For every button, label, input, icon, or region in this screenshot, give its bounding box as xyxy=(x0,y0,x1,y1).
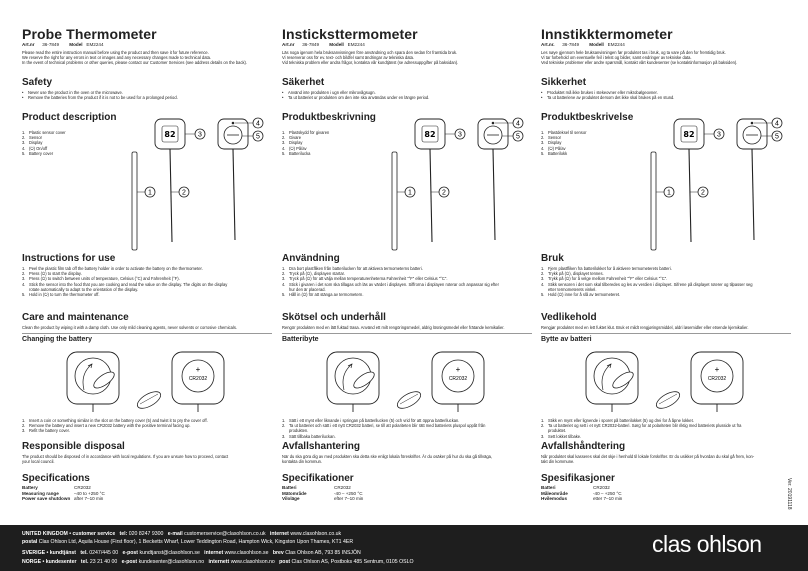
sensor-probe xyxy=(170,149,172,242)
list-item: 3. Display xyxy=(541,140,562,146)
list-item: 2. Ta ut batteriet og sett i et nytt CR2032-batteri. Sørg for at polariteten blir riktig med batteriets plusside ut fra xyxy=(541,423,742,429)
removed-cover xyxy=(395,388,424,411)
safety-list xyxy=(541,90,793,100)
spec-row: Batteri CR2032 xyxy=(541,485,610,490)
text-line: your local council. xyxy=(22,459,55,464)
column-english xyxy=(22,0,280,525)
battery-change-list xyxy=(22,418,274,434)
instructions-heading: Användning xyxy=(282,253,340,264)
display-digits: 82 xyxy=(683,130,695,139)
battery-label: CR2032 xyxy=(707,376,727,382)
callout-4: 4 xyxy=(775,120,779,128)
manual-title: Insticksttermometer xyxy=(282,26,418,42)
sensor-probe-back xyxy=(752,149,754,240)
list-item: 1. Plastic sensor cover xyxy=(22,130,66,135)
callout-4: 4 xyxy=(256,120,260,128)
list-item: 1. Insert a coin or something similar in the slot on the battery cover (5) and twist it to pry the cover off. xyxy=(22,418,208,423)
text-line: Vi reserverar oss för ev. text- och bildfel samt ändringar av tekniska data. xyxy=(282,55,415,60)
text-line: takt din kommune. xyxy=(541,459,575,464)
care-heading: Skötsel och underhåll xyxy=(282,312,386,323)
text-line: kontakta din kommun. xyxy=(282,459,323,464)
text-line: • Produktet må ikke brukes i stekeovner eller mikrobølgeovner. xyxy=(541,90,793,95)
spec-row: Measuring range –40 to +250 °C xyxy=(22,490,105,496)
list-item: 3. Sätt tillbaka batteriluckan. xyxy=(282,433,336,439)
battery-change-list xyxy=(541,418,793,439)
manual-title: Probe Thermometer xyxy=(22,26,157,42)
text-line: • Använd inte produkten i ugn eller mikrovågsugn. xyxy=(282,90,534,95)
text-line: • Never use the product in the oven or the microwave. xyxy=(22,90,274,95)
list-item: 5. Batterilokk xyxy=(541,150,568,156)
list-item: 3. Sett lokket tilbake. xyxy=(541,433,582,439)
specifications-heading: Spesifikasjoner xyxy=(541,473,615,484)
list-item: 2. Remove the battery and insert a new CR2032 battery with the positive terminal facing up. xyxy=(22,423,191,429)
removed-cover xyxy=(654,388,683,411)
svg-text:+: + xyxy=(714,365,720,374)
sensor-cover xyxy=(132,152,137,250)
list-item: etter termometerets vinkel. xyxy=(548,286,597,292)
list-item: 3. Trykk på (⏻) for å velge mellom Fahrenheit "°F" eller Celsius "°C". xyxy=(541,276,668,282)
list-item: rotate automatically to adapt to the orientation of the display. xyxy=(29,286,139,292)
list-item: 5. Hold (⏻) inne for å slå av termometeret. xyxy=(541,292,621,298)
list-item: 3. Display xyxy=(22,140,43,146)
intro-text xyxy=(22,50,272,65)
list-item: 2. Ta ut batteriet och sätt i ett nytt CR2032 batteri, se till att polariteten blir rätt med batteriets pluspol uppåt från xyxy=(282,423,486,429)
specifications-heading: Specifications xyxy=(22,473,90,484)
specifications-table xyxy=(22,485,105,502)
instructions-list xyxy=(541,266,793,297)
text-line: The product should be disposed of in accordance with local regulations. If you are unsure how to proceed, contact xyxy=(22,454,229,459)
battery-change-heading: Batteribyte xyxy=(282,336,319,343)
sensor-probe-back xyxy=(233,149,235,240)
list-item: 3. Tryck på (⏻) för att välja mellan temperaturenheterna Fahrenheit "°F" eller Celsius "°C". xyxy=(282,276,448,282)
list-item: 5. Hold in (⏻) to turn the thermometer off. xyxy=(22,292,100,298)
list-item: 2. Press (⏻) to start the display. xyxy=(22,271,82,277)
callout-5: 5 xyxy=(775,133,779,141)
text-line: In the event of technical problems or other queries, please contact our Customer Services (see address details on the back). xyxy=(22,60,248,65)
disposal-text xyxy=(541,454,793,464)
disposal-heading: Avfallshåndtering xyxy=(541,441,626,452)
list-item: hur den är placerad. xyxy=(289,286,326,292)
callout-1: 1 xyxy=(667,189,671,197)
sensor-probe xyxy=(689,149,691,242)
callout-3: 3 xyxy=(198,131,202,139)
list-item: 1. Dra bort plastfliken från batterilucken för att aktivera termometerns batteri. xyxy=(282,266,423,271)
product-description-heading: Produktbeskrivelse xyxy=(541,112,634,123)
no-website[interactable]: www.clasohlson.no xyxy=(230,559,275,565)
text-line: Vi tar forbehold om eventuelle feil i tekst og bilder, samt endringer av tekniske data. xyxy=(541,55,692,60)
text-line: Vid tekniska problem eller andra frågor, kontakta vår kundtjänst (se adressuppgifter på baksidan). xyxy=(282,60,459,65)
care-heading: Vedlikehold xyxy=(541,312,597,323)
safety-heading: Säkerhet xyxy=(282,77,325,88)
instructions-heading: Instructions for use xyxy=(22,253,116,264)
text-line: • Remove the batteries from the product if it is not to be used for a prolonged period. xyxy=(22,95,274,100)
uk-email[interactable]: customerservice@clasohlson.co.uk xyxy=(184,531,266,537)
care-heading: Care and maintenance xyxy=(22,312,129,323)
on-off-button xyxy=(232,122,235,125)
intro-text xyxy=(282,50,532,65)
spec-row: Battery CR2032 xyxy=(22,485,91,490)
safety-heading: Safety xyxy=(22,77,53,88)
battery-change-heading: Changing the battery xyxy=(22,336,93,343)
safety-list xyxy=(282,90,534,100)
sensor-cover xyxy=(392,152,397,250)
callout-2: 2 xyxy=(182,189,186,197)
list-item: 4. Stikk sensoren i det som skal tilberedes og les av verdien i displayet. Sifrene på displayet roterer og tilpasser seg xyxy=(541,281,753,287)
specifications-heading: Specifikationer xyxy=(282,473,354,484)
spec-row: Mätområde -40 – +250 °C xyxy=(282,490,363,496)
text-line: Ved tekniske problemer eller andre spørsmål, kontakt vårt kundesenter (se kontaktinformasjon på baksiden). xyxy=(541,60,738,65)
callout-5: 5 xyxy=(256,133,260,141)
no-phone[interactable]: 23 21 40 00 xyxy=(89,559,118,565)
display-digits: 82 xyxy=(424,130,436,139)
text-line: We reserve the right for any errors in text or images and any necessary changes made to technical data. xyxy=(22,55,212,60)
removed-cover xyxy=(135,388,164,411)
specifications-table xyxy=(282,485,363,502)
list-item: 1. Plastskydd för givaren xyxy=(282,130,330,135)
spec-row: Hvilemodus etter 7–10 min xyxy=(541,496,623,502)
disposal-text xyxy=(282,454,534,464)
footer-uk: UNITED KINGDOM • customer service tel: 020 8247 9300 e-mail customerservice@clasohlson.co.uk internet www.clasohlson.co.uk xyxy=(22,531,342,537)
svg-text:+: + xyxy=(455,365,461,374)
battery-diagram xyxy=(282,346,540,414)
list-item: 3. Refit the battery cover. xyxy=(22,428,70,434)
list-item: 3. Display xyxy=(282,140,303,146)
callout-2: 2 xyxy=(701,189,705,197)
sensor-probe-back xyxy=(493,149,495,240)
specifications-table xyxy=(541,485,622,502)
list-item: 3. Press (⏻) to switch between units of temperature, Celsius (°C) and Fahrenheit (°F). xyxy=(22,276,180,282)
column-swedish xyxy=(282,0,540,525)
version-code: Ver. 20191118 xyxy=(786,478,792,510)
spec-row: Måleområde -40 – +250 °C xyxy=(541,490,622,496)
list-item: 5. Battery cover xyxy=(22,150,54,156)
display-digits: 82 xyxy=(164,130,176,139)
list-item: 1. Sätt i ett mynt eller liknande i springan på batterilucken (5) och vrid för att öppna batteriluckan. xyxy=(282,418,460,423)
text-line: Les nøye gjennom hele bruksanvisningen før produktet tas i bruk, og ta vare på den for fremtidig bruk. xyxy=(541,50,726,55)
instructions-list xyxy=(282,266,534,297)
callout-1: 1 xyxy=(148,189,152,197)
instructions-heading: Bruk xyxy=(541,253,564,264)
list-item: produkten. xyxy=(289,428,309,434)
disposal-heading: Avfallshantering xyxy=(282,441,360,452)
list-item: 4. (⏻) On/off xyxy=(22,145,48,151)
spec-row: Power save shutdown after 7–10 min xyxy=(22,496,104,502)
list-item: 2. Sensor xyxy=(22,135,42,141)
callout-4: 4 xyxy=(516,120,520,128)
on-off-button xyxy=(751,122,754,125)
on-off-button xyxy=(492,122,495,125)
sensor-probe xyxy=(430,149,432,242)
list-item: 4. (⏻) På/av xyxy=(282,145,307,151)
callout-1: 1 xyxy=(408,189,412,197)
list-item: 2. Sensor xyxy=(541,135,561,141)
no-email[interactable]: kundesenter@clasohlson.no xyxy=(138,559,205,565)
product-diagram xyxy=(541,112,799,252)
text-line: Läs noga igenom hela bruksanvisningen före användning och spara den sedan för framtida bruk. xyxy=(282,50,458,55)
list-item: 1. Stikk en mynt eller lignende i sporet på batterilokket (5) og drei for å åpne lokket. xyxy=(541,418,694,423)
spec-row: Viloläge efter 7–10 min xyxy=(282,496,364,502)
product-diagram xyxy=(22,112,280,252)
article-meta: Art.nr 36-7849 Modell EM2244 xyxy=(282,42,365,47)
callout-5: 5 xyxy=(516,133,520,141)
care-text: Clean the product by wiping it with a damp cloth. Use only mild cleaning agents, never solvents or corrosive chemicals. xyxy=(22,325,238,330)
footer-sweden: SVERIGE • kundtjänst tel. 0247/445 00 e-post kundtjanst@clasohlson.se internet www.clasohlson.se brev Clas Ohlson AB, 793 85 INSJÖN xyxy=(22,550,361,556)
battery-label: CR2032 xyxy=(188,376,208,382)
list-item: 2. Tryck på (⏻), displayen startar. xyxy=(282,271,345,277)
list-item: 1. Plastdeksel til sensor xyxy=(541,130,587,135)
list-item: 1. Fjern plastfliken fra batterilokket for å aktivere termometerets batteri. xyxy=(541,266,672,271)
spec-row: Batteri CR2032 xyxy=(282,485,351,490)
list-item: 2. Givare xyxy=(282,135,302,141)
list-item: 2. Trykk på (⏻), displayet tennes. xyxy=(541,271,604,277)
list-item: 1. Peel the plastic film tab off the battery holder in order to activate the battery on the thermometer. xyxy=(22,266,203,271)
sensor-cover xyxy=(651,152,656,250)
se-website[interactable]: www.clasohlson.se xyxy=(224,550,269,556)
safety-list xyxy=(22,90,274,100)
column-norwegian xyxy=(541,0,799,525)
text-line: • Ta ut batteriet ur produkten om den inte ska användas under en längre period. xyxy=(282,95,534,100)
list-item: 4. Stick the sensor into the food that you are cooking and read the value on the display. The digits on the display xyxy=(22,281,228,287)
care-text: Rengjør produktet med en lett fuktet klut. Bruk et mildt rengjøringsmiddel, aldri løsemidler eller etsende kjemikalier. xyxy=(541,325,749,330)
safety-heading: Sikkerhet xyxy=(541,77,587,88)
battery-change-heading: Bytte av batteri xyxy=(541,336,592,343)
article-meta: Art.nr 36-7849 Model EM2244 xyxy=(22,42,104,47)
list-item: 4. Stick i givaren i det som ska tillagas och läs av värdet i displayen. Siffrorna i displayen roterar och anpassar sig efter xyxy=(282,281,499,287)
product-description-heading: Product description xyxy=(22,112,117,123)
svg-text:+: + xyxy=(195,365,201,374)
battery-change-list xyxy=(282,418,534,439)
list-item: 5. Batterilucka xyxy=(282,150,311,156)
intro-text xyxy=(541,50,791,65)
list-item: 4. (⏻) På/av xyxy=(541,145,566,151)
callout-2: 2 xyxy=(442,189,446,197)
battery-label: CR2032 xyxy=(448,376,468,382)
instructions-list xyxy=(22,266,274,297)
manual-title: Innstikktermometer xyxy=(541,26,673,42)
battery-diagram xyxy=(541,346,799,414)
disposal-text xyxy=(22,454,274,464)
text-line: Please read the entire instruction manual before using the product and then save it for future reference. xyxy=(22,50,209,55)
se-email[interactable]: kundtjanst@clasohlson.se xyxy=(139,550,200,556)
list-item: 5. Håll in (⏻) för att stänga av termometern. xyxy=(282,292,364,298)
battery-diagram xyxy=(22,346,280,414)
uk-website[interactable]: www.clasohlson.co.uk xyxy=(290,531,342,537)
text-line: • Ta ut batteriene av produktet dersom det ikke skal brukes på en stund. xyxy=(541,95,793,100)
care-text: Rengör produkten med en lätt fuktad trasa. Använd ett milt rengöringsmedel, aldrig lösningsmedel eller frätande kemikalier. xyxy=(282,325,505,330)
se-phone[interactable]: 0247/445 00 xyxy=(89,550,119,556)
brand-logo: clas ohlson xyxy=(652,531,762,557)
footer-contact-bar xyxy=(0,525,808,571)
list-item: produktet. xyxy=(548,428,567,434)
product-description-heading: Produktbeskrivning xyxy=(282,112,376,123)
text-line: När du ska göra dig av med produkten ska detta ske enligt lokala föreskrifter. Är du osäker på hur du ska gå tillväga, xyxy=(282,454,493,459)
product-diagram xyxy=(282,112,540,252)
disposal-heading: Responsible disposal xyxy=(22,441,125,452)
callout-3: 3 xyxy=(717,131,721,139)
article-meta: Art.nr. 36-7849 Modell EM2244 xyxy=(541,42,625,47)
footer-uk-postal: postal Clas Ohlson Ltd, Aquila House (First floor), 1 Becketts Wharf, Lower Teddington Road, Hampton Wick, Kingston Upon Thames, KT1 4ER xyxy=(22,539,354,545)
footer-norway: NORGE • kundesenter tel. 23 21 40 00 e-post kundesenter@clasohlson.no internett www.clasohlson.no post Clas Ohlson AS, Postboks 485 Sentrum, 0105 OSLO xyxy=(22,559,414,565)
text-line: Når produktet skal kasseres skal det skje i henhold til lokale forskrifter. Er du usikker på hvordan du skal gå frem, kon- xyxy=(541,454,755,459)
uk-phone[interactable]: 020 8247 9300 xyxy=(128,531,164,537)
callout-3: 3 xyxy=(458,131,462,139)
